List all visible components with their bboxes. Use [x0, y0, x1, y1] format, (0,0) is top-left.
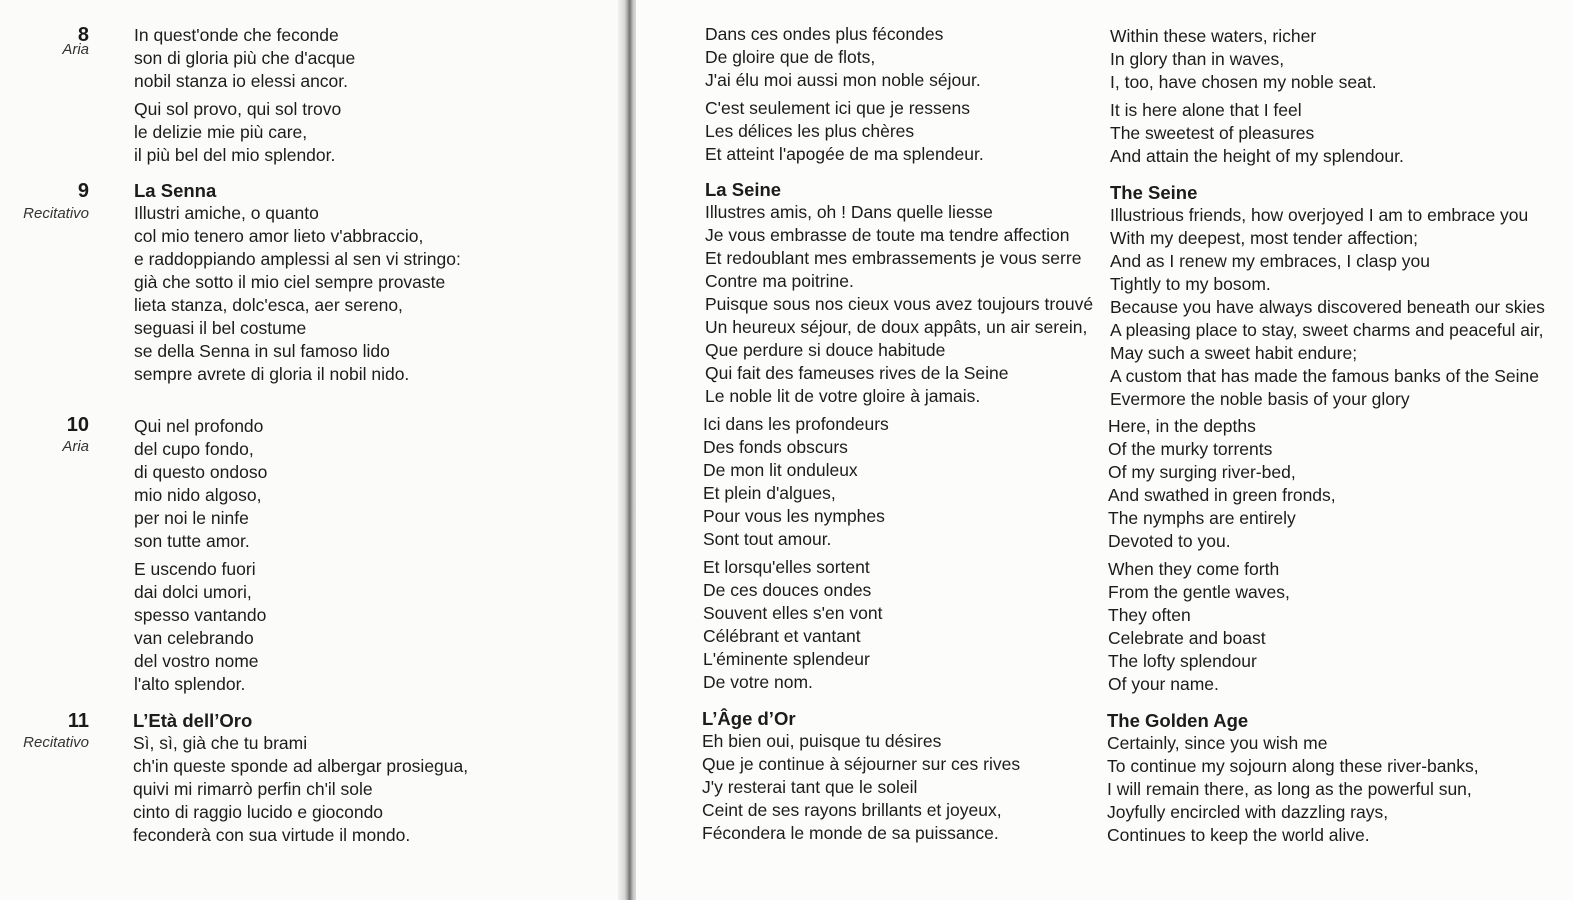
- verse-line: E uscendo fuori: [134, 559, 256, 579]
- verse-line: Certainly, since you wish me: [1107, 733, 1328, 753]
- verse-line: feconderà con sua virtude il mondo.: [133, 825, 411, 845]
- verse-line: J'ai élu moi aussi mon noble séjour.: [705, 70, 981, 90]
- verse-line: I will remain there, as long as the powerful sun,: [1107, 779, 1472, 799]
- verse-line: Les délices les plus chères: [705, 121, 915, 141]
- verse-line: To continue my sojourn along these river-banks,: [1107, 756, 1479, 776]
- verse-lines: [1107, 732, 1479, 847]
- verse-line: seguasi il bel costume: [134, 318, 307, 338]
- verse-lines: [702, 730, 1020, 845]
- verse-line: di questo ondoso: [134, 462, 268, 482]
- verse-line: spesso vantando: [134, 605, 267, 625]
- french-stanza-10: [703, 413, 889, 694]
- verse-lines: [133, 732, 468, 847]
- verse-line: Pour vous les nymphes: [703, 506, 885, 526]
- verse-line: Que perdure si douce habitude: [705, 340, 946, 360]
- verse-lines: [134, 24, 355, 93]
- verse-line: Ici dans les profondeurs: [703, 414, 889, 434]
- verse-line: Within these waters, richer: [1110, 26, 1317, 46]
- verse-line: Un heureux séjour, de doux appâts, un air serein,: [705, 317, 1088, 337]
- french-section-9: [705, 178, 1093, 408]
- verse-line: il più bel del mio splendor.: [134, 145, 336, 165]
- verse-line: Célébrant et vantant: [703, 626, 861, 646]
- number-10: 10: [66, 414, 89, 436]
- french-section-11: [702, 707, 1020, 845]
- verse-line: le delizie mie più care,: [134, 122, 308, 142]
- verse-line: De ces douces ondes: [703, 580, 872, 600]
- verse-line: A custom that has made the famous banks of the Seine: [1110, 366, 1540, 386]
- verse-line: C'est seulement ici que je ressens: [705, 98, 970, 118]
- english-section-11: [1107, 709, 1479, 847]
- verse-line: With my deepest, most tender affection;: [1110, 228, 1419, 248]
- verse-line: De gloire que de flots,: [705, 47, 876, 67]
- verse-lines: [703, 413, 889, 551]
- verse-line: In quest'onde che feconde: [134, 25, 339, 45]
- verse-line: dai dolci umori,: [134, 582, 252, 602]
- verse-line: Puisque sous nos cieux vous avez toujours trouvé: [705, 294, 1094, 314]
- verse-line: Dans ces ondes plus fécondes: [705, 24, 944, 44]
- verse-line: Ceint de ses rayons brillants et joyeux,: [702, 800, 1002, 820]
- verse-line: del cupo fondo,: [134, 439, 254, 459]
- english-section-9: [1110, 181, 1545, 411]
- verse-lines: [705, 201, 1093, 408]
- right-page: [636, 0, 1573, 900]
- verse-line: Des fonds obscurs: [703, 437, 848, 457]
- verse-line: l'alto splendor.: [134, 674, 246, 694]
- verse-line: van celebrando: [134, 628, 254, 648]
- verse-line: Because you have always discovered beneath our skies: [1110, 297, 1545, 317]
- verse-line: The nymphs are entirely: [1108, 508, 1296, 528]
- verse-line: The sweetest of pleasures: [1110, 123, 1315, 143]
- label-aria-8: Aria: [62, 41, 89, 58]
- verse-line: Je vous embrasse de toute ma tendre affection: [705, 225, 1070, 245]
- verse-line: Eh bien oui, puisque tu désires: [702, 731, 942, 751]
- verse-line: per noi le ninfe: [134, 508, 249, 528]
- verse-line: Que je continue à séjourner sur ces rives: [702, 754, 1021, 774]
- italian-section-11: [133, 709, 468, 847]
- verse-line: son di gloria più che d'acque: [134, 48, 356, 68]
- verse-line: Illustrious friends, how overjoyed I am to embrace you: [1110, 205, 1529, 225]
- verse-line: Et atteint l'apogée de ma splendeur.: [705, 144, 984, 164]
- number-11: 11: [67, 710, 89, 732]
- verse-line: del vostro nome: [134, 651, 259, 671]
- verse-line: Continues to keep the world alive.: [1107, 825, 1370, 845]
- label-recitativo-11: Recitativo: [23, 734, 89, 751]
- verse-lines: [705, 97, 984, 166]
- verse-line: col mio tenero amor lieto v'abbraccio,: [134, 226, 424, 246]
- verse-lines: [1108, 558, 1336, 696]
- verse-lines: [1110, 204, 1545, 411]
- verse-line: Devoted to you.: [1108, 531, 1231, 551]
- verse-line: When they come forth: [1108, 559, 1280, 579]
- verse-line: Illustres amis, oh ! Dans quelle liesse: [705, 202, 993, 222]
- verse-line: And as I renew my embraces, I clasp you: [1110, 251, 1430, 271]
- english-stanza-10: [1108, 415, 1336, 696]
- verse-line: A pleasing place to stay, sweet charms and peaceful air,: [1110, 320, 1544, 340]
- verse-line: L'éminente splendeur: [703, 649, 870, 669]
- verse-line: sempre avrete di gloria il nobil nido.: [134, 364, 410, 384]
- verse-line: mio nido algoso,: [134, 485, 262, 505]
- english-heading-9: The Seine: [1110, 182, 1198, 203]
- verse-line: From the gentle waves,: [1108, 582, 1290, 602]
- verse-line: Here, in the depths: [1108, 416, 1256, 436]
- verse-line: Et plein d'algues,: [703, 483, 836, 503]
- verse-lines: [134, 202, 461, 386]
- verse-line: Et redoublant mes embrassements je vous serre: [705, 248, 1082, 268]
- italian-stanza-8: [134, 24, 355, 167]
- verse-line: quivi mi rimarrò perfin ch'il sole: [133, 779, 373, 799]
- verse-line: Qui fait des fameuses rives de la Seine: [705, 363, 1009, 383]
- verse-line: nobil stanza io elessi ancor.: [134, 71, 349, 91]
- verse-line: De mon lit onduleux: [703, 460, 858, 480]
- left-page: [0, 0, 628, 900]
- verse-lines: [1110, 25, 1404, 94]
- verse-line: Fécondera le monde de sa puissance.: [702, 823, 999, 843]
- verse-lines: [705, 23, 984, 92]
- verse-line: cinto di raggio lucido e giocondo: [133, 802, 384, 822]
- verse-line: Contre ma poitrine.: [705, 271, 854, 291]
- verse-line: già che sotto il mio ciel sempre provaste: [134, 272, 446, 292]
- verse-line: se della Senna in sul famoso lido: [134, 341, 390, 361]
- verse-lines: [1108, 415, 1336, 553]
- french-stanza-8: [705, 23, 984, 166]
- verse-line: I, too, have chosen my noble seat.: [1110, 72, 1377, 92]
- french-heading-9: La Seine: [705, 179, 782, 200]
- verse-line: J'y resterai tant que le soleil: [702, 777, 918, 797]
- label-aria-10: Aria: [62, 438, 89, 455]
- verse-line: Sì, sì, già che tu brami: [133, 733, 308, 753]
- verse-line: Of my surging river-bed,: [1108, 462, 1296, 482]
- verse-line: Evermore the noble basis of your glory: [1110, 389, 1410, 409]
- verse-line: Souvent elles s'en vont: [703, 603, 883, 623]
- italian-heading-9: La Senna: [134, 180, 217, 201]
- verse-line: Illustri amiche, o quanto: [134, 203, 319, 223]
- number-9: 9: [77, 180, 89, 202]
- verse-line: Joyfully encircled with dazzling rays,: [1107, 802, 1389, 822]
- verse-line: And swathed in green fronds,: [1108, 485, 1336, 505]
- french-heading-11: L’Âge d’Or: [702, 708, 796, 729]
- english-heading-11: The Golden Age: [1107, 710, 1249, 731]
- verse-line: Et lorsqu'elles sortent: [703, 557, 870, 577]
- italian-heading-11: L’Età dell’Oro: [133, 710, 253, 731]
- verse-line: In glory than in waves,: [1110, 49, 1285, 69]
- italian-section-9: [134, 179, 461, 386]
- verse-line: Sont tout amour.: [703, 529, 832, 549]
- verse-line: De votre nom.: [703, 672, 813, 692]
- verse-lines: [1110, 99, 1404, 168]
- verse-lines: [134, 558, 267, 696]
- verse-line: e raddoppiando amplessi al sen vi stringo:: [134, 249, 461, 269]
- verse-line: Of your name.: [1108, 674, 1219, 694]
- verse-line: They often: [1108, 605, 1191, 625]
- verse-line: And attain the height of my splendour.: [1110, 146, 1404, 166]
- verse-line: Of the murky torrents: [1108, 439, 1273, 459]
- verse-line: Le noble lit de votre gloire à jamais.: [705, 386, 981, 406]
- verse-lines: [134, 415, 267, 553]
- verse-line: ch'in queste sponde ad albergar prosiegua,: [133, 756, 469, 776]
- verse-lines: [134, 98, 355, 167]
- verse-lines: [703, 556, 889, 694]
- verse-line: Celebrate and boast: [1108, 628, 1266, 648]
- verse-line: Tightly to my bosom.: [1110, 274, 1271, 294]
- verse-line: Qui nel profondo: [134, 416, 264, 436]
- verse-line: The lofty splendour: [1108, 651, 1257, 671]
- verse-line: May such a sweet habit endure;: [1110, 343, 1358, 363]
- italian-stanza-10: [134, 415, 267, 696]
- number-8: 8: [77, 24, 89, 46]
- verse-line: son tutte amor.: [134, 531, 250, 551]
- verse-line: lieta stanza, dolc'esca, aer sereno,: [134, 295, 403, 315]
- english-stanza-8: [1110, 25, 1404, 168]
- label-recitativo-9: Recitativo: [23, 205, 89, 222]
- verse-line: It is here alone that I feel: [1110, 100, 1302, 120]
- verse-line: Qui sol provo, qui sol trovo: [134, 99, 342, 119]
